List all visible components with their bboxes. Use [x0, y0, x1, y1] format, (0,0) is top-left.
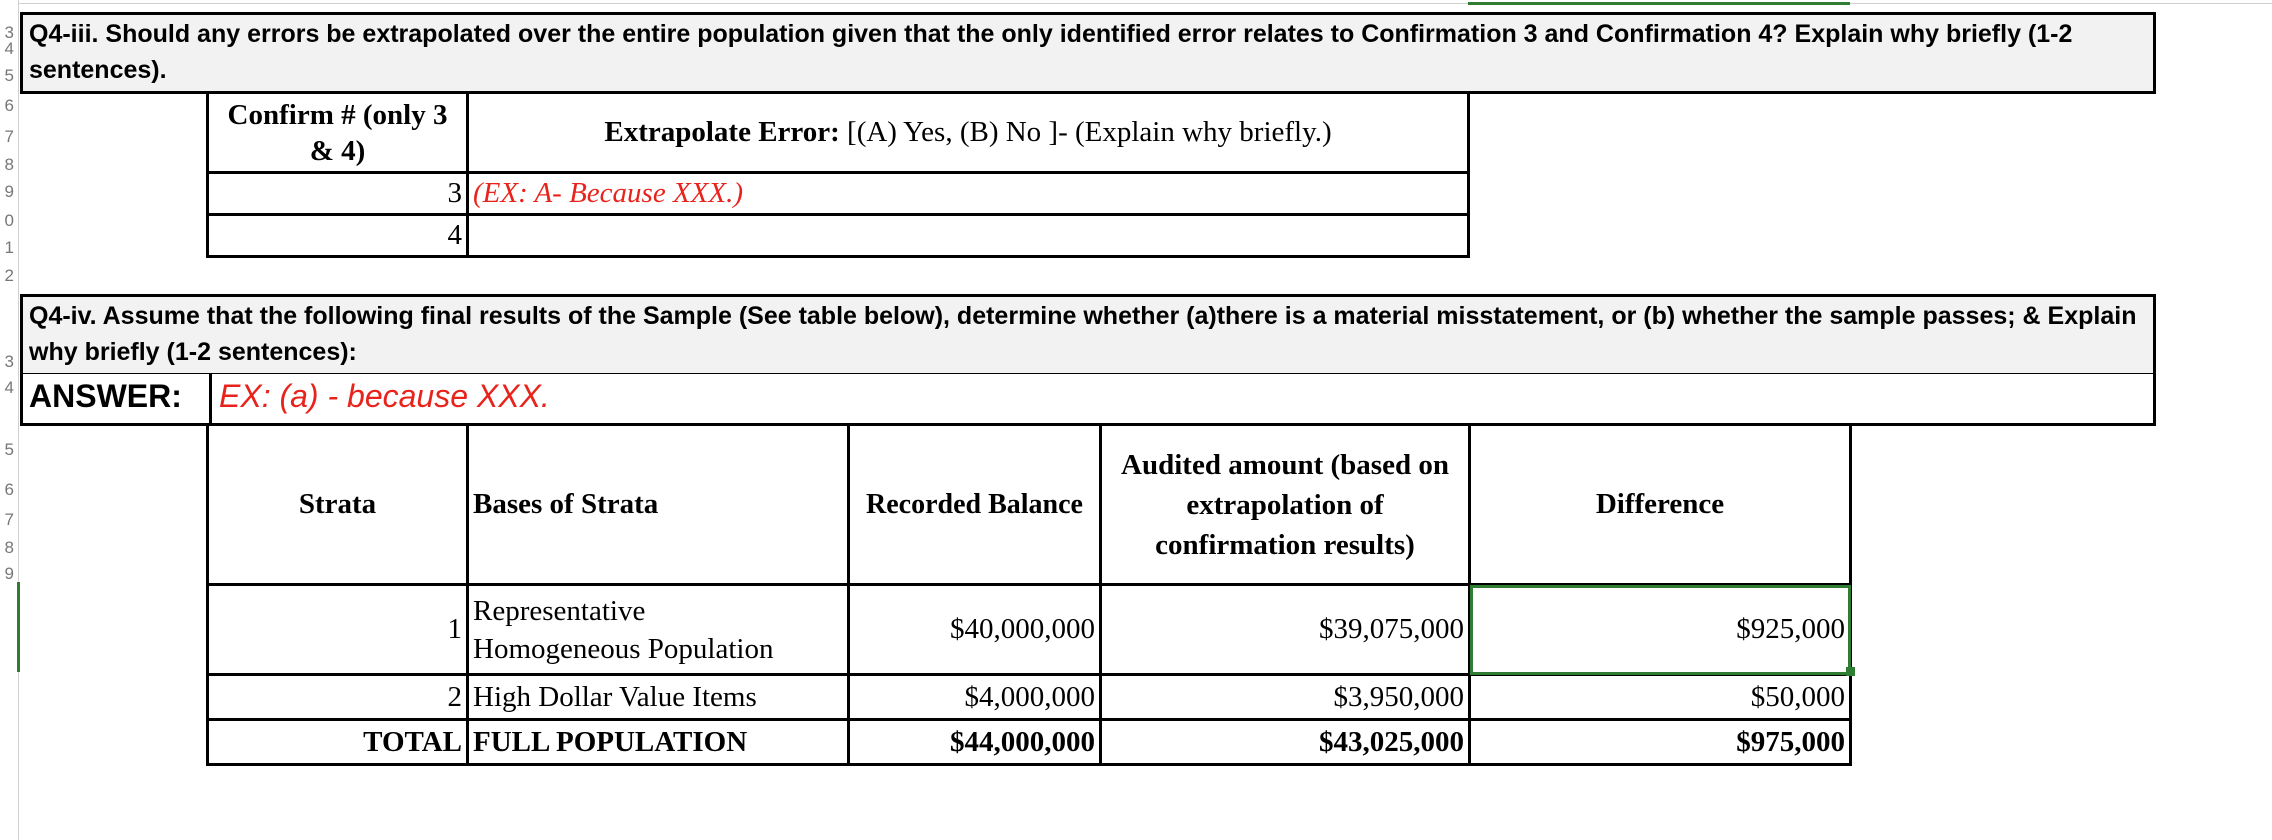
table-row: [208, 215, 1469, 257]
question-text-line1: Q4-iii. Should any errors be extrapolated over the entire population given that the only identified error relates to Confirmation 3 and Confirmation 4? Explain why briefly (1-2: [29, 20, 2073, 48]
row-number[interactable]: 2: [4, 266, 14, 285]
row-number[interactable]: 4: [4, 39, 14, 58]
question-text-line2: sentences).: [29, 56, 167, 84]
audited-amount-cell[interactable]: $3,950,000: [1101, 675, 1470, 720]
table-row: [208, 585, 1851, 675]
row-number[interactable]: 5: [4, 440, 14, 459]
row-number[interactable]: 6: [4, 480, 14, 499]
table-header-row: [208, 425, 1851, 585]
total-difference-cell[interactable]: $975,000: [1470, 720, 1851, 765]
bases-header[interactable]: Bases of Strata: [468, 425, 849, 585]
table-header-row: [208, 93, 1469, 173]
gridline: [18, 3, 2272, 4]
row-number[interactable]: 9: [4, 182, 14, 201]
total-audited-cell[interactable]: $43,025,000: [1101, 720, 1470, 765]
question-text-line1: Q4-iv. Assume that the following final results of the Sample (See table below), determine whether (a)there is a material misstatement, or (b) whether the sample passes; & Explain: [29, 302, 2137, 330]
audited-amount-header[interactable]: [1101, 425, 1470, 585]
total-row: [208, 720, 1851, 765]
audited-amount-cell[interactable]: $39,075,000: [1101, 585, 1470, 675]
confirm-number-cell[interactable]: 4: [208, 215, 468, 257]
confirm-number-cell[interactable]: 3: [208, 173, 468, 215]
row-number[interactable]: 8: [4, 538, 14, 557]
row-number[interactable]: 7: [4, 510, 14, 529]
total-recorded-cell[interactable]: $44,000,000: [849, 720, 1101, 765]
row-number[interactable]: 4: [4, 378, 14, 397]
confirm-extrapolate-table: [206, 91, 1470, 258]
recorded-balance-header[interactable]: Recorded Balance: [849, 425, 1101, 585]
strata-cell[interactable]: 1: [208, 585, 468, 675]
row-number[interactable]: 8: [4, 155, 14, 174]
confirm-header-line2: & 4): [309, 134, 366, 167]
bases-cell[interactable]: High Dollar Value Items: [468, 675, 849, 720]
recorded-balance-cell[interactable]: $40,000,000: [849, 585, 1101, 675]
extrapolate-header-cell[interactable]: [468, 93, 1469, 173]
difference-cell[interactable]: $50,000: [1470, 675, 1851, 720]
row-number[interactable]: 5: [4, 66, 14, 85]
row-number[interactable]: 7: [4, 127, 14, 146]
row-number[interactable]: 1: [4, 238, 14, 257]
audited-header-line2: extrapolation of: [1186, 488, 1384, 521]
strata-cell[interactable]: 2: [208, 675, 468, 720]
row-number[interactable]: 9: [4, 564, 14, 583]
row-number[interactable]: 3: [4, 23, 14, 42]
selected-row-indicator: [17, 582, 20, 672]
recorded-balance-cell[interactable]: $4,000,000: [849, 675, 1101, 720]
fill-handle[interactable]: [1846, 667, 1855, 676]
audited-header-line3: confirmation results): [1155, 528, 1415, 561]
selected-column-indicator: [1468, 2, 1850, 5]
confirm-header-cell[interactable]: [208, 93, 468, 173]
answer-label: ANSWER:: [29, 378, 182, 414]
total-bases-cell[interactable]: FULL POPULATION: [468, 720, 849, 765]
answer-row: [20, 374, 2156, 426]
difference-header[interactable]: Difference: [1470, 425, 1851, 585]
answer-input-cell[interactable]: EX: (a) - because XXX.: [219, 378, 550, 414]
extrapolate-header-rest: [(A) Yes, (B) No ]- (Explain why briefly.): [839, 116, 1332, 148]
table-row: [208, 173, 1469, 215]
row-number[interactable]: 0: [4, 211, 14, 230]
extrapolate-answer-cell[interactable]: [468, 215, 1469, 257]
extrapolate-answer-cell[interactable]: (EX: A- Because XXX.): [468, 173, 1469, 215]
strata-results-table: [206, 423, 1852, 766]
row-header[interactable]: [0, 0, 19, 840]
row-number[interactable]: 3: [4, 352, 14, 371]
question-text-line2: why briefly (1-2 sentences):: [29, 338, 357, 366]
table-row: [208, 675, 1851, 720]
bases-line1: Representative: [473, 594, 646, 627]
audited-header-line1: Audited amount (based on: [1121, 448, 1449, 481]
bases-line2: Homogeneous Population: [473, 632, 774, 665]
total-label-cell[interactable]: TOTAL: [208, 720, 468, 765]
bases-cell[interactable]: [468, 585, 849, 675]
confirm-header-line1: Confirm # (only 3: [227, 98, 448, 131]
question-q4-iv[interactable]: [20, 294, 2156, 376]
row-number[interactable]: 6: [4, 96, 14, 115]
strata-header[interactable]: Strata: [208, 425, 468, 585]
difference-cell-selected[interactable]: $925,000: [1470, 585, 1851, 675]
cell-divider: [209, 374, 212, 423]
extrapolate-header-bold: Extrapolate Error:: [604, 116, 840, 148]
question-q4-iii[interactable]: [20, 12, 2156, 94]
